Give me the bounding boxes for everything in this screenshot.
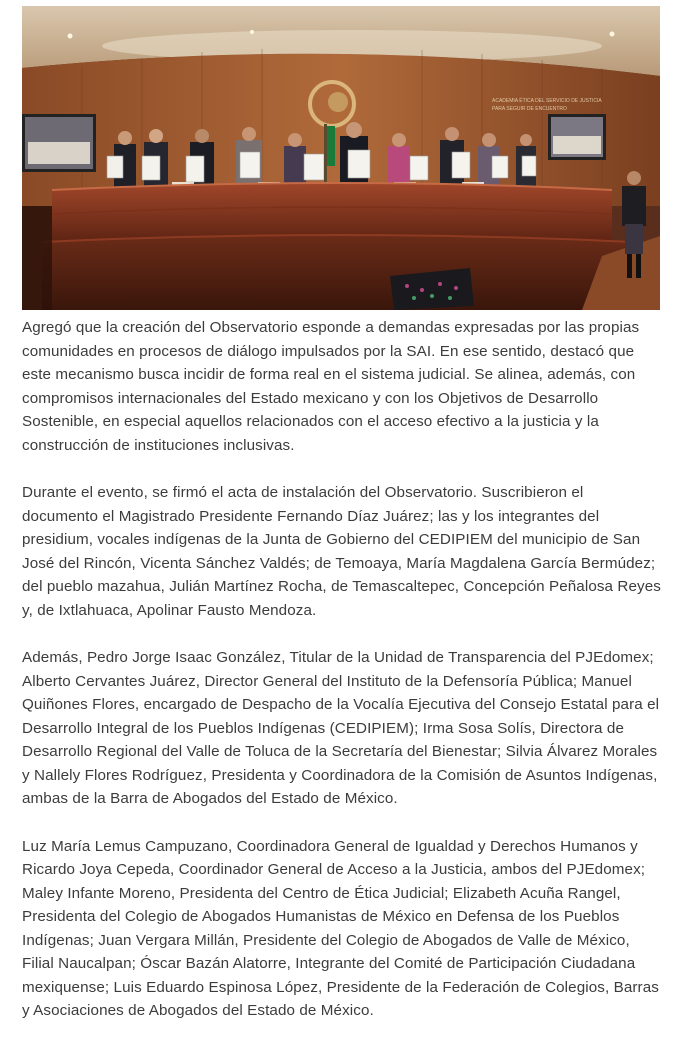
paragraph-4: Luz María Lemus Campuzano, Coordinadora General de Igualdad y Derechos Humanos y Ricardo Joya Cepeda, Coordinador General de Acceso a la Justicia, ambos del PJEdomex; Maley Infante Moreno, Presidenta del Centro de Ética Judicial; Elizabeth Acuña Rangel, Presidenta del Colegio de Abogados Humanistas de México en Defensa de los Pueblos Indígenas; Juan Vergara Millán, Presidente del Colegio de Abogados de Valle de México, Filial Naucalpan; Óscar Bazán Alatorre, Integrante del Comité de Participación Ciudadana mexiquense; Luis Eduardo Espinosa López, Presidente de la Federación de Colegios, Barras y Asociaciones de Abogados del Estado de México. [22, 837, 659, 1019]
paragraph-3: Además, Pedro Jorge Isaac González, Titular de la Unidad de Transparencia del PJEdomex; Alberto Cervantes Juárez, Director General del Instituto de la Defensoría Pública; Manuel Quiñones Flores, encargado de Despacho de la Vocalía Ejecutiva del Consejo Estatal para el Desarrollo Integral de los Pueblos Indígenas (CEDIPIEM); Irma Sosa Solís, Directora de Desarrollo Regional del Valle de Toluca de la Secretaría del Bienestar; Silvia Álvarez Morales y Nallely Flores Rodríguez, Presidenta y Coordinadora de la Comisión de Asuntos Indígenas, ambas de la Barra de Abogados del Estado de México. [22, 649, 660, 807]
event-photo [22, 6, 660, 310]
paragraph-2: Durante el evento, se firmó el acta de instalación del Observatorio. Suscribieron el documento el Magistrado Presidente Fernando Díaz Juárez; las y los integrantes del presidium, vocales indígenas de la Junta de Gobierno del CEDIPIEM del municipio de San José del Rincón, Vicenta Sánchez Valdés; de Temoaya, María Magdalena García Bermúdez; del pueblo mazahua, Julián Martínez Rocha, de Temascaltepec, Concepción Peñalosa Reyes y, de Ixtlahuaca, Apolinar Fausto Mendoza. [22, 484, 661, 619]
event-photo-illustration [22, 6, 660, 310]
wall-sign: ACADEMIA ÉTICA DEL SERVICIO DE JUSTICIA [492, 98, 602, 104]
paragraph-1: Agregó que la creación del Observatorio esponde a demandas expresadas por las propias comunidades en procesos de diálogo impulsados por la SAI. En ese sentido, destacó que este mecanismo busca incidir de forma real en el sistema judicial. Se alinea, además, con compromisos internacionales del Estado mexicano y con los Objetivos de Desarrollo Sostenible, en especial aquellos relacionados con el acceso efectivo a la justicia y la construcción de instituciones inclusivas. [22, 319, 640, 454]
article-body [22, 316, 662, 1047]
wall-sign-line2: PARA SEGUIR DE ENCUENTRO [492, 106, 567, 112]
